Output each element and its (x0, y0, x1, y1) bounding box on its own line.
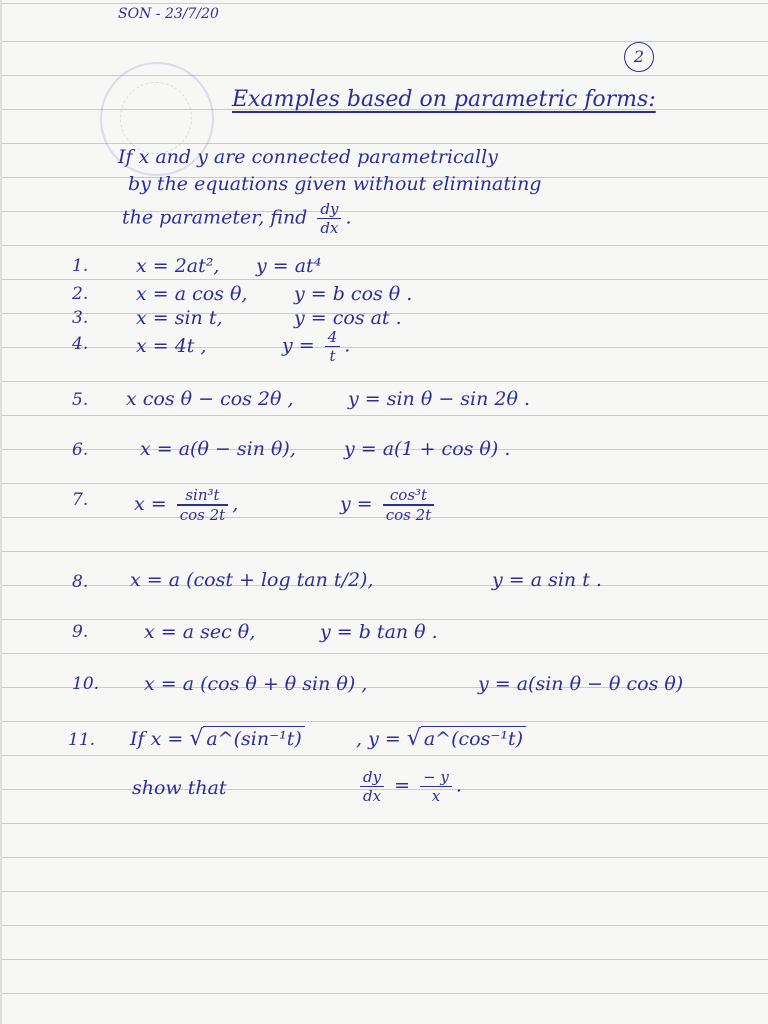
problem-9-x: x = a sec θ, (144, 621, 256, 643)
date-note: SON - 23/7/20 (118, 6, 219, 22)
problem-number: 5. (72, 390, 89, 410)
intro-line-1: If x and y are connected parametrically (118, 146, 498, 168)
problem-7-y-fraction: $\frac{\text{cos³t}}{\cos 2t}$ (383, 486, 434, 524)
problem-number: 8. (72, 572, 89, 592)
problem-6-x: x = a(θ − sin θ), (140, 438, 296, 460)
problem-number: 10. (72, 674, 100, 694)
problem-7-x: x = $\frac{\text{sin³t}}{\cos 2t}$ , (134, 486, 239, 524)
problem-4-y: y = $\frac{4}{t}$ . (282, 328, 351, 365)
show-that-rhs: $\frac{- y}{x}$ (420, 768, 452, 805)
problem-number: 7. (72, 490, 89, 510)
problem-number: 11. (68, 730, 96, 750)
page-marker: 2 (624, 42, 654, 72)
show-that-label: show that (132, 777, 227, 799)
problem-7-x-fraction: $\frac{\text{sin³t}}{\cos 2t}$ (177, 486, 228, 524)
problem-8-y: y = a sin t . (492, 569, 602, 591)
problem-5-y: y = sin θ − sin 2θ . (348, 388, 530, 410)
problem-3-x: x = sin t, (136, 307, 223, 329)
problem-11-y: , y = √ a^(cos⁻¹t) (356, 726, 526, 751)
show-that-lhs: $\frac{dy}{dx}$ (360, 768, 384, 805)
page-margin (0, 0, 2, 1024)
problem-number: 4. (72, 334, 89, 354)
problem-7-y: y = $\frac{\text{cos³t}}{\cos 2t}$ (340, 486, 438, 524)
show-that-equation: $\frac{dy}{dx}$ = $\frac{- y}{x}$ . (356, 768, 462, 805)
problem-1-y: y = at⁴ (256, 255, 322, 277)
problem-4-x: x = 4t , (136, 335, 207, 357)
problem-11-x: If x = √ a^(sin⁻¹t) (130, 726, 305, 751)
dy-dx-fraction: $\frac{dy}{dx}$ (317, 200, 341, 237)
problem-number: 3. (72, 308, 89, 328)
problem-10-y: y = a(sin θ − θ cos θ) (478, 673, 684, 695)
problem-6-y: y = a(1 + cos θ) . (344, 438, 511, 460)
intro-line-3: the parameter, find $\frac{dy}{dx}$ . (122, 200, 352, 237)
problem-2-y: y = b cos θ . (294, 283, 413, 305)
problem-number: 9. (72, 622, 89, 642)
problem-number: 2. (72, 284, 89, 304)
problem-2-x: x = a cos θ, (136, 283, 248, 305)
intro-line-2: by the equations given without eliminating (128, 173, 542, 195)
problem-3-y: y = cos at . (294, 307, 402, 329)
problem-number: 1. (72, 256, 89, 276)
problem-9-y: y = b tan θ . (320, 621, 438, 643)
problem-8-x: x = a (cost + log tan t/2), (130, 569, 374, 591)
page-title: Examples based on parametric forms: (232, 87, 656, 112)
problem-10-x: x = a (cos θ + θ sin θ) , (144, 673, 368, 695)
problem-4-fraction: $\frac{4}{t}$ (325, 328, 341, 365)
problem-5-x: x cos θ − cos 2θ , (126, 388, 294, 410)
problem-number: 6. (72, 440, 89, 460)
problem-1-x: x = 2at², (136, 255, 220, 277)
